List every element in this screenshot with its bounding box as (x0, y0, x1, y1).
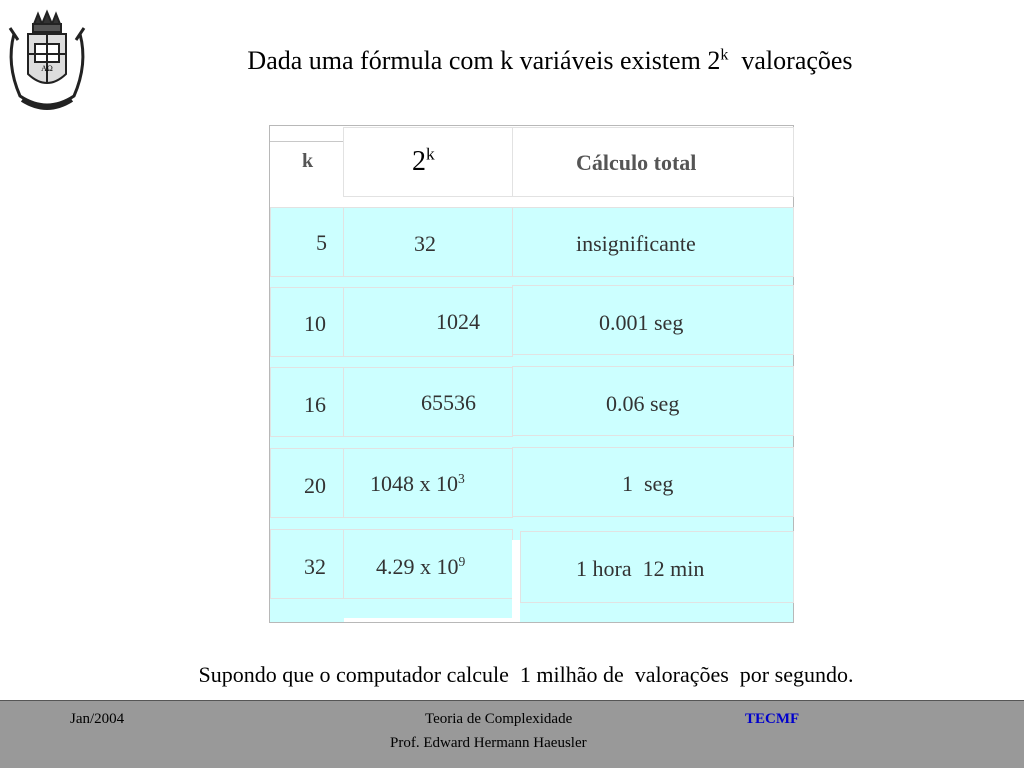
cell-gap (512, 540, 520, 622)
row-k: 5 (316, 230, 327, 255)
header-k: k (302, 150, 314, 172)
row-value: 1048 x $10^3$ (370, 470, 465, 496)
row-time: 1 seg (622, 471, 674, 496)
footer (0, 700, 1024, 768)
row-value: 32 (414, 231, 436, 256)
cell-gap (344, 618, 512, 622)
cell-k (270, 207, 350, 277)
header-power: 2$^k$ (412, 144, 435, 177)
row-value: 65536 (421, 390, 476, 415)
row-k: 10 (304, 311, 326, 336)
footer-date: Jan/2004 (70, 711, 125, 727)
row-k: 16 (304, 392, 326, 417)
row-time: 0.06 seg (606, 391, 680, 416)
row-time: insignificante (576, 231, 696, 256)
row-k: 20 (304, 473, 326, 498)
row-value: 4.29 x $10^9$ (376, 553, 466, 579)
row-value: 1024 (436, 309, 480, 334)
footer-course: Teoria de Complexidade (425, 711, 573, 727)
svg-text:AΩ: AΩ (41, 64, 53, 73)
header-calculo-total: Cálculo total (576, 150, 697, 175)
footer-brand: TECMF (745, 711, 800, 727)
footer-professor: Prof. Edward Hermann Haeusler (390, 735, 587, 751)
row-time: 1 hora 12 min (576, 556, 705, 581)
row-k: 32 (304, 554, 326, 579)
page-title: Dada uma fórmula com k variáveis existem 2$^k$ valorações (247, 46, 853, 75)
cell-value (343, 287, 513, 357)
row-time: 0.001 seg (599, 310, 684, 335)
caption: Supondo que o computador calcule 1 milhão de valorações por segundo. (198, 662, 854, 687)
